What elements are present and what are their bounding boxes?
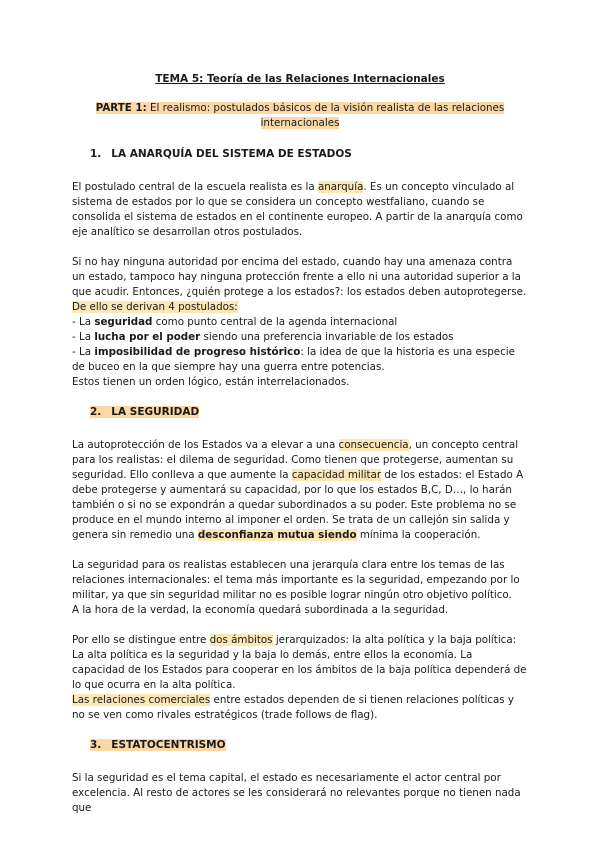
part-heading: [92, 101, 508, 131]
highlight: desconfianza mutua siendo: [197, 529, 357, 541]
highlight: dos ámbitos: [209, 634, 273, 646]
list-item: - La imposibilidad de progreso histórico: la idea de que la historia es una especie de buceo en la que siempre hay una guerra entre potencias.: [72, 346, 515, 373]
highlight: anarquía: [317, 181, 364, 193]
page-title: TEMA 5: Teoría de las Relaciones Internacionales: [155, 73, 445, 85]
paragraph: La seguridad para os realistas establecen una jerarquía clara entre los temas de las relaciones internacionales: el tema más importante es la seguridad, empezando por lo militar, ya que sin seguridad militar no es posible lograr ningún otro objetivo político. A la hora de la verdad, la economía quedará subordinada a la seguridad.: [72, 559, 520, 616]
section-heading-2: 2. LA SEGURIDAD: [90, 406, 200, 418]
paragraph: La autoprotección de los Estados va a elevar a una consecuencia, un concepto central para los realistas: el dilema de seguridad. Como tienen que protegerse, aumentan su seguridad. Ello conlleva a que aumente la capacidad militar de los estados: el Estado A debe protegerse y aumentará su capacidad, por lo que los estados B,C, D…, lo harán también o si no se expondrán a quedar subordinados a su poder. Este problema no se produce en el mundo interno al imponer el orden. Se trata de un callejón sin salida y genera sin remedio una desconfianza mutua siendo mínima la cooperación.: [72, 439, 524, 541]
part-label: PARTE 1: El realismo: postulados básicos de la visión realista de las relaciones internacionales: [95, 102, 505, 129]
highlight: De ello se derivan 4 postulados:: [72, 301, 238, 313]
paragraph: Por ello se distingue entre dos ámbitos jerarquizados: la alta política y la baja política: La alta política es la seguridad y la baja lo demás, entre ellos la economía. La capacidad de los Estados para cooperar en los ámbitos de la baja política dependerá de lo que ocurra en la alta política. Las relaciones comerciales entre estados dependen de si tienen relaciones políticas y no se ven como rivales estratégicos (trade follows de flag).: [72, 634, 527, 721]
list-item: - La lucha por el poder siendo una preferencia invariable de los estados: [72, 331, 454, 343]
highlight: Las relaciones comerciales: [72, 694, 211, 706]
paragraph: Si la seguridad es el tema capital, el estado es necesariamente el actor central por excelencia. Al resto de actores se les considerará no relevantes porque no tienen nada que: [72, 772, 521, 814]
document-page: [72, 72, 528, 831]
section-heading-1: 1. LA ANARQUÍA DEL SISTEMA DE ESTADOS: [90, 148, 352, 160]
list-note: Estos tienen un orden lógico, están interrelacionados.: [72, 376, 350, 388]
paragraph: El postulado central de la escuela realista es la anarquía. Es un concepto vinculado al sistema de estados por lo que se considera un concepto westfaliano, cuando se consolida el sistema de estados en el continente europeo. A partir de la anarquía como eje analítico se desarrollan otros postulados.: [72, 181, 523, 238]
section-heading-3: 3. ESTATOCENTRISMO: [90, 739, 226, 751]
postulados-list: [72, 300, 528, 390]
paragraph: Si no hay ninguna autoridad por encima del estado, cuando hay una amenaza contra un estado, tampoco hay ninguna protección frente a ello ni una autoridad superior a la que acudir. Entonces, ¿quién protege a los estados?: los estados deben autoprotegerse.: [72, 256, 527, 298]
highlight: capacidad militar: [291, 469, 382, 481]
highlight: consecuencia: [338, 439, 409, 451]
list-item: - La seguridad como punto central de la agenda internacional: [72, 316, 398, 328]
